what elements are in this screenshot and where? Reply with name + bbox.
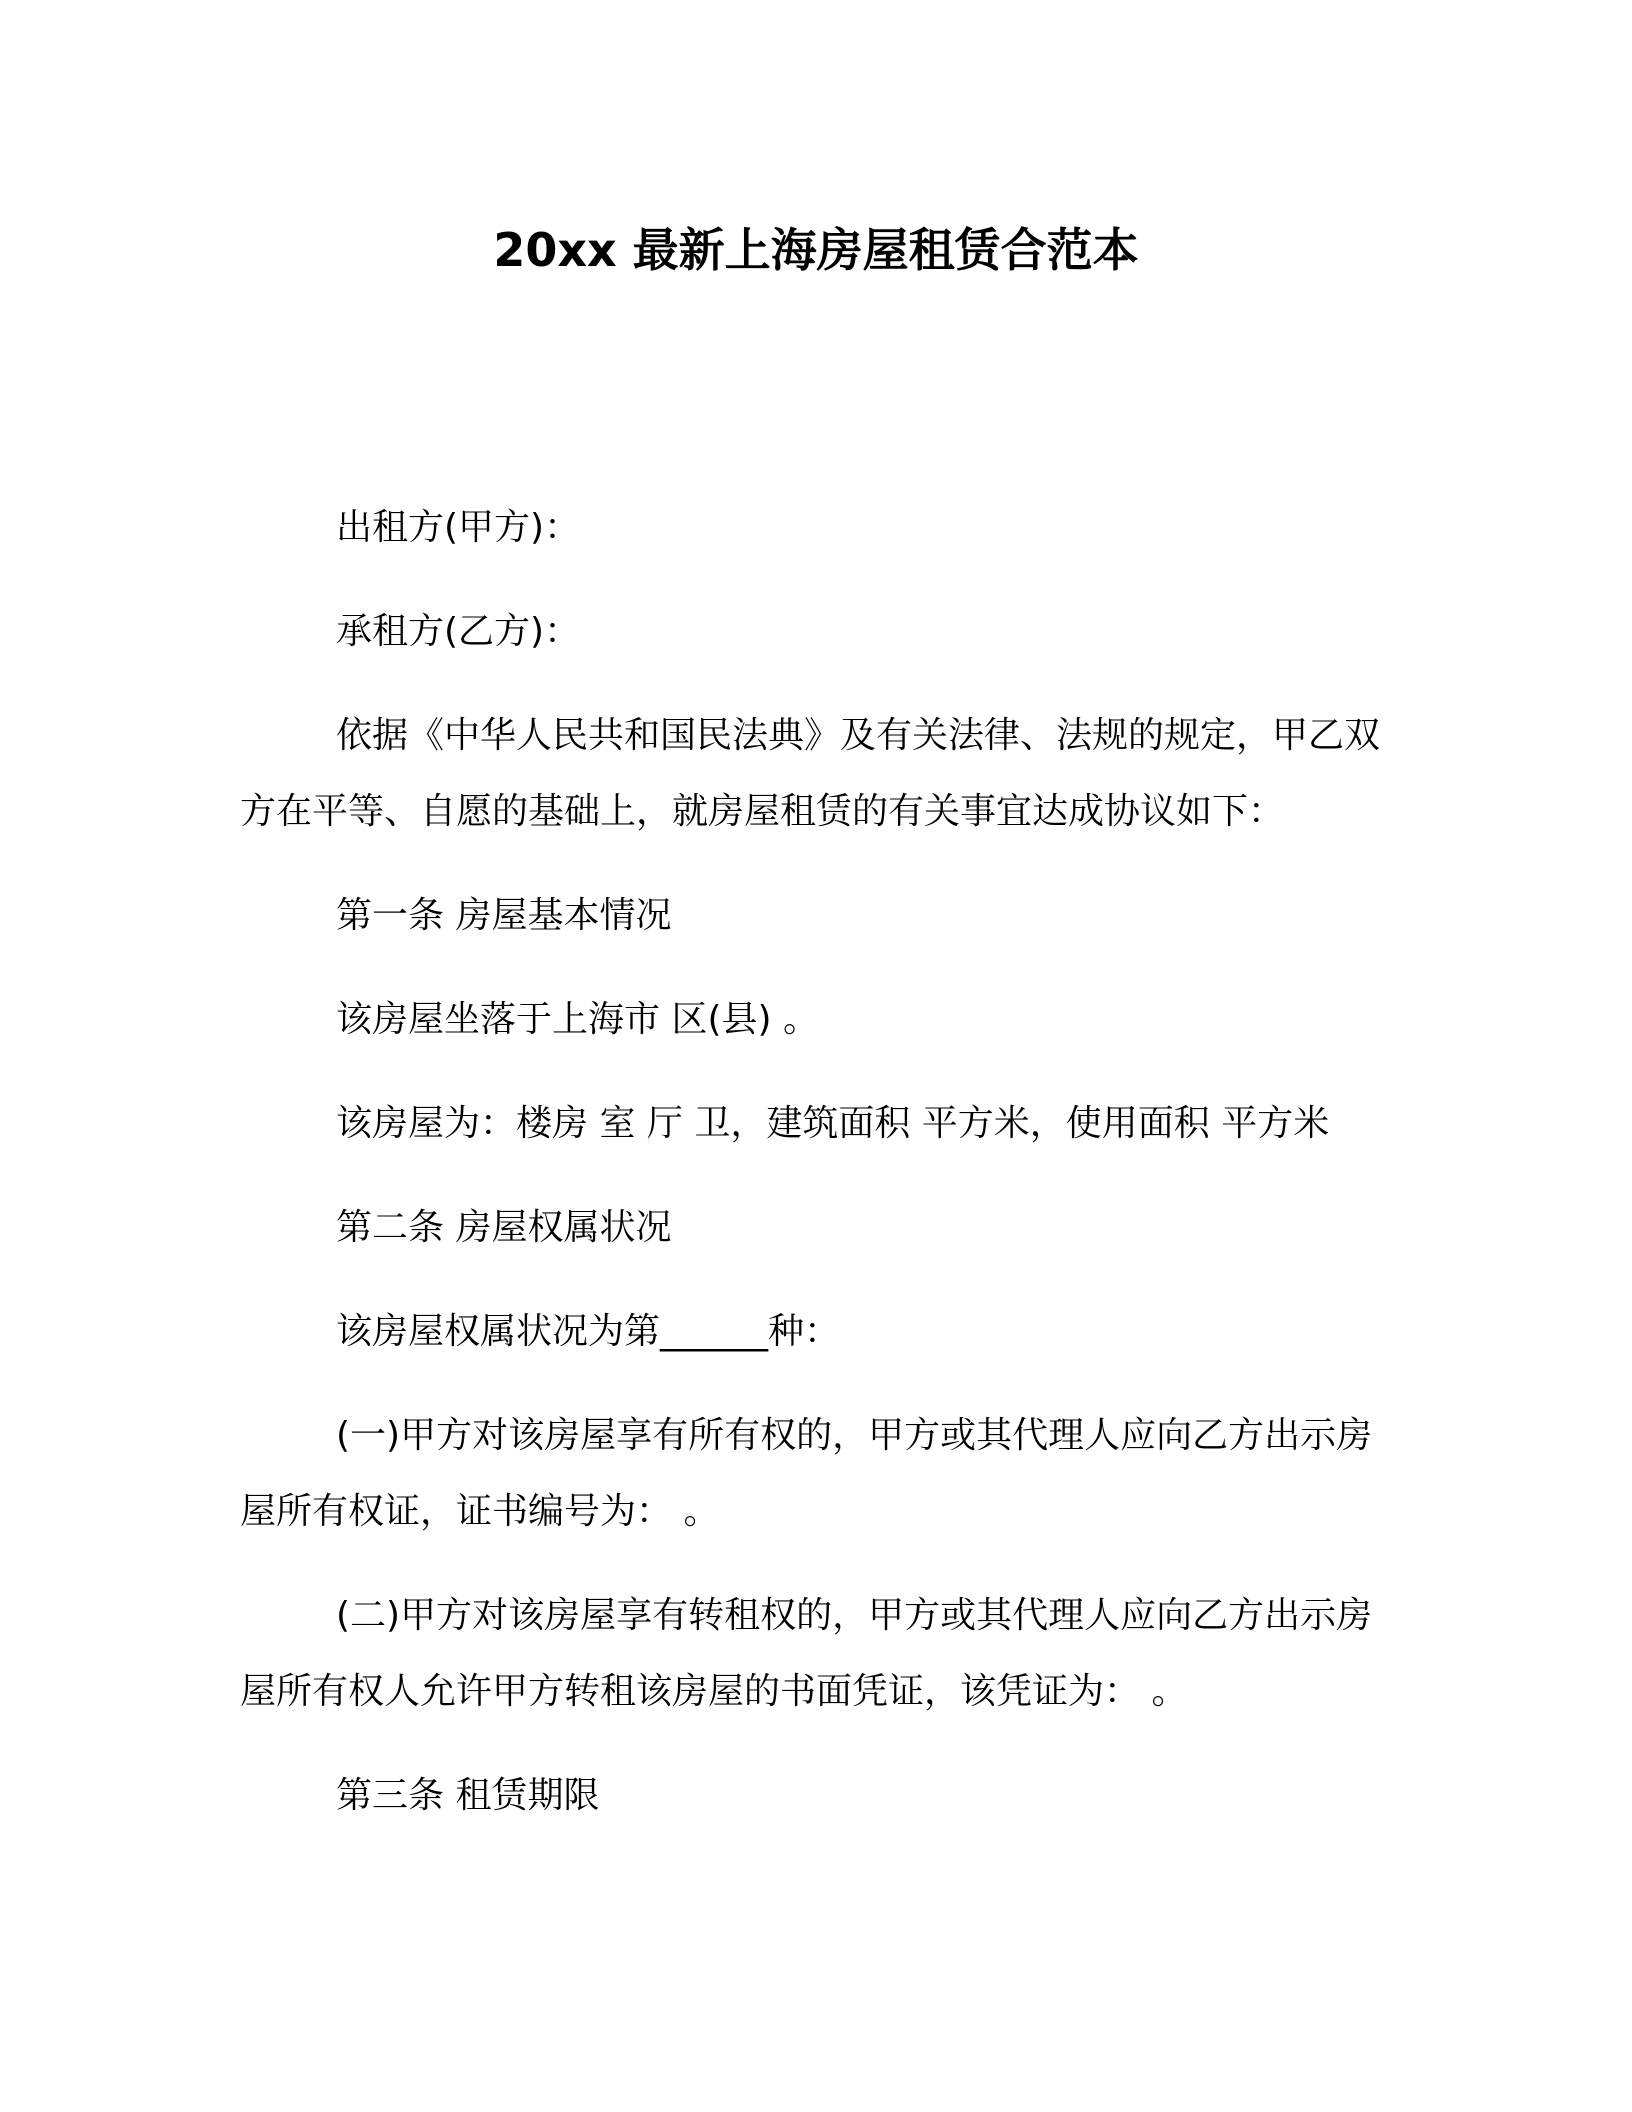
article-3-heading: 第三条 租赁期限: [336, 1775, 600, 1816]
paragraph-house-type: 该房屋为：楼房 室 厅 卫，建筑面积 平方米，使用面积 平方米: [336, 1103, 1330, 1144]
paragraph-location: 该房屋坐落于上海市 区(县) 。: [336, 999, 819, 1040]
article-2-heading: 第二条 房屋权属状况: [336, 1207, 672, 1248]
paragraph-ownership-1: (一)甲方对该房屋享有所有权的，甲方或其代理人应向乙方出示房屋所有权证，证书编号为： 。: [240, 1415, 1373, 1532]
article-1-heading: 第一条 房屋基本情况: [336, 895, 672, 936]
document-body: [240, 490, 1392, 1862]
paragraph-basis: 依据《中华人民共和国民法典》及有关法律、法规的规定，甲乙双方在平等、自愿的基础上，就房屋租赁的有关事宜达成协议如下：: [240, 715, 1381, 832]
paragraph-ownership-2: (二)甲方对该房屋享有转租权的，甲方或其代理人应向乙方出示房屋所有权人允许甲方转租该房屋的书面凭证，该凭证为： 。: [240, 1595, 1373, 1712]
paragraph-lessor: 出租方(甲方)：: [336, 507, 581, 548]
paragraph-lessee: 承租方(乙方)：: [336, 611, 581, 652]
paragraph-ownership-type: 该房屋权属状况为第______种：: [336, 1311, 841, 1352]
document-title: 20xx 最新上海房屋租赁合范本: [493, 223, 1139, 277]
